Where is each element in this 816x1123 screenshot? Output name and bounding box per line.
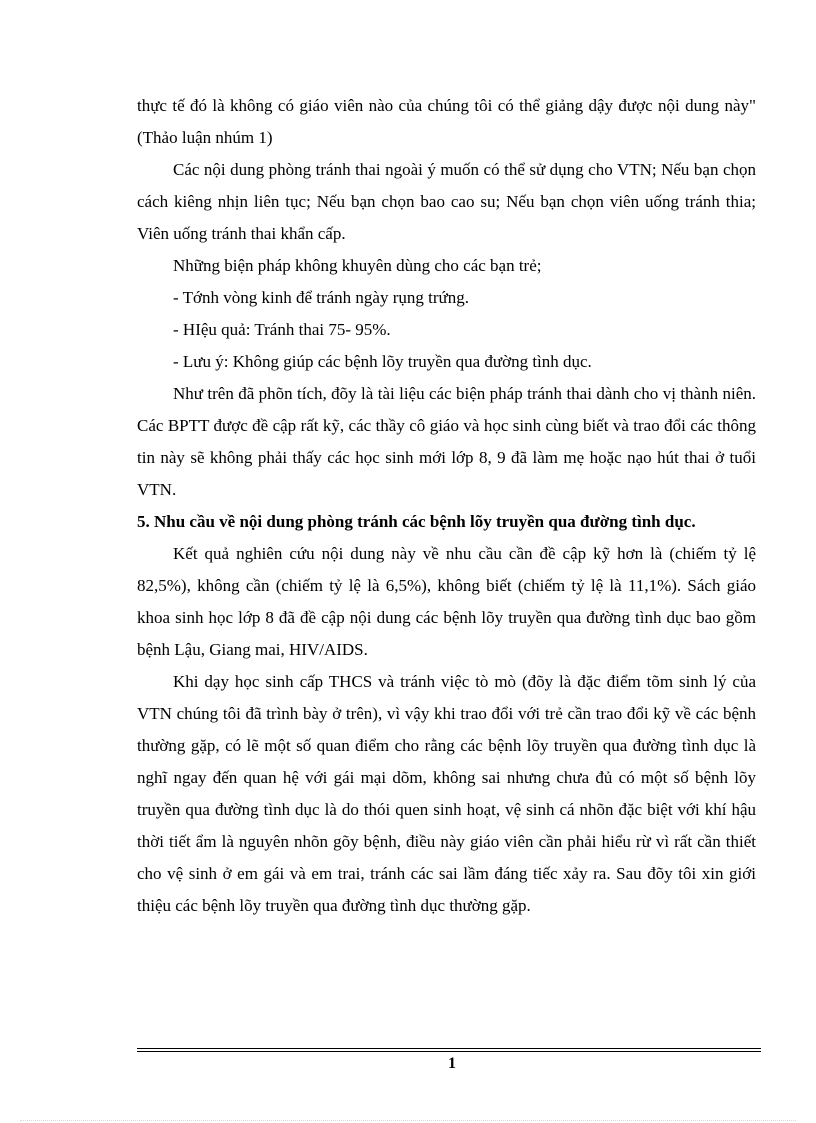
paragraph-4: Như trên đã phõn tích, đõy là tài liệu các biện pháp tránh thai dành cho vị thành niên. Các BPTT được đề cập rất kỹ, các thầy cô giáo và học sinh cùng biết và trao đổi các thông tin này sẽ không phải thấy các học sinh mới lớp 8, 9 đã làm mẹ hoặc nạo hút thai ở tuổi VTN.: [137, 384, 756, 499]
page-edge-divider: [20, 1120, 796, 1121]
paragraph-3: Những biện pháp không khuyên dùng cho các bạn trẻ;: [173, 256, 542, 275]
list-item-2: - HIệu quả: Tránh thai 75- 95%.: [173, 320, 391, 339]
list-item-1: - Tớnh vòng kinh để tránh ngày rụng trứng.: [173, 288, 469, 307]
paragraph-2: Các nội dung phòng tránh thai ngoài ý muốn có thể sử dụng cho VTN; Nếu bạn chọn cách kiêng nhịn liên tục; Nếu bạn chọn bao cao su; Nếu bạn chọn viên uống tránh thia; Viên uống tránh thai khẩn cấp.: [137, 160, 756, 243]
paragraph-5: Kết quả nghiên cứu nội dung này về nhu cầu cần đề cập kỹ hơn là (chiếm tỷ lệ 82,5%), không cần (chiếm tỷ lệ là 6,5%), không biết (chiếm tỷ lệ là 11,1%). Sách giáo khoa sinh học lớp 8 đã đề cập nội dung các bệnh lõy truyền qua đường tình dục bao gồm bệnh Lậu, Giang mai, HIV/AIDS.: [137, 544, 756, 659]
footer-rule-bottom: [137, 1051, 761, 1052]
paragraph-6: Khi dạy học sinh cấp THCS và tránh việc tò mò (đõy là đặc điểm tõm sinh lý của VTN chúng tôi đã trình bày ở trên), vì vậy khi trao đổi với trẻ cần trao đổi kỹ về các bệnh thường gặp, có lẽ một số quan điểm cho rằng các bệnh lõy truyền qua đường tình dục là nghĩ ngay đến quan hệ với gái mại dõm, không sai nhưng chưa đủ có một số bệnh lõy truyền qua đường tình dục là do thói quen sinh hoạt, vệ sinh cá nhõn đặc biệt với khí hậu thời tiết ẩm là nguyên nhõn gõy bệnh, điều này giáo viên cần phải hiểu rừ vì rất cần thiết cho vệ sinh ở em gái và em trai, tránh các sai lầm đáng tiếc xảy ra. Sau đõy tôi xin giới thiệu các bệnh lõy truyền qua đường tình dục thường gặp.: [137, 672, 756, 915]
footer-rule-top: [137, 1048, 761, 1049]
page-number: 1: [448, 1055, 456, 1072]
paragraph-1: thực tế đó là không có giáo viên nào của chúng tôi có thể giảng dậy được nội dung này" (Thảo luận nhúm 1): [137, 96, 756, 147]
body-text: [137, 90, 756, 922]
list-item-3: - Lưu ý: Không giúp các bệnh lõy truyền qua đường tình dục.: [173, 352, 592, 371]
section-heading: 5. Nhu cầu về nội dung phòng tránh các bệnh lõy truyền qua đường tình dục.: [137, 512, 696, 531]
